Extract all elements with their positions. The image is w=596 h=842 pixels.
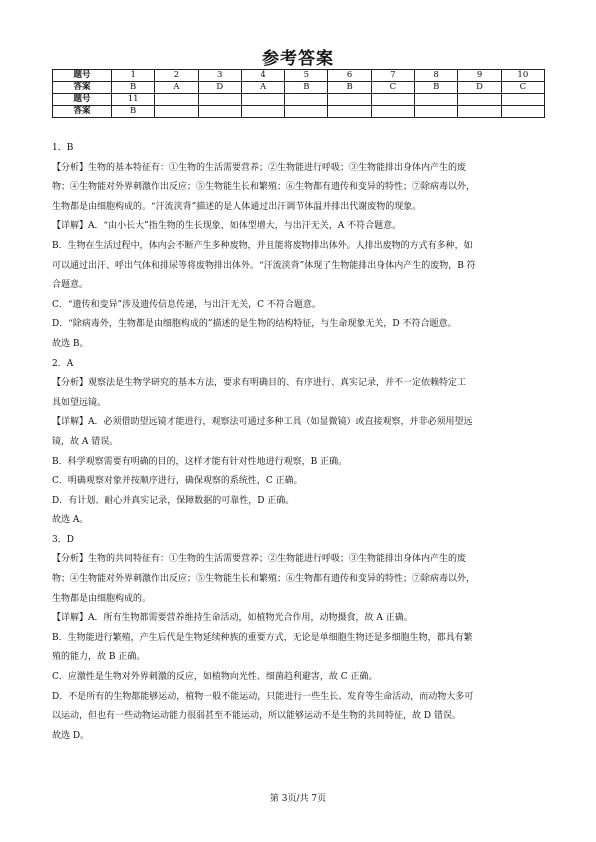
answer-table-cell bbox=[501, 106, 544, 118]
answer-table-row bbox=[53, 94, 545, 106]
text-line: 合题意。 bbox=[52, 280, 89, 291]
text-line: B．生物能进行繁殖，产生后代是生物延续种族的重要方式，无论是单细胞生物还是多细胞生物，都具有繁 bbox=[52, 632, 473, 643]
answer-table-cell: D bbox=[458, 82, 501, 94]
text-line: 故选 B。 bbox=[52, 338, 89, 349]
answer-table-cell bbox=[371, 94, 414, 106]
text-line: B．科学观察需要有明确的目的，这样才能有针对性地进行观察，B 正确。 bbox=[52, 456, 348, 467]
text-line: 殖的能力，故 B 正确。 bbox=[52, 652, 146, 663]
text-line: C．应激性是生物对外界刺激的反应，如植物向光性、细菌趋利避害，故 C 正确。 bbox=[52, 672, 378, 683]
answer-table-cell bbox=[155, 94, 198, 106]
answer-table-cell: 3 bbox=[198, 70, 241, 82]
answer-table bbox=[52, 69, 545, 118]
text-line: C．明确观察对象并按顺序进行，确保观察的系统性，C 正确。 bbox=[52, 476, 303, 487]
answer-table-header-cell: 题号 bbox=[53, 70, 112, 82]
page-title: 参考答案 bbox=[262, 49, 334, 69]
text-line: 物；④生物能对外界刺激作出反应；⑤生物能生长和繁殖；⑥生物都有遗传和变异的特性；⑦除病毒以外， bbox=[52, 574, 476, 585]
text-line: 镜，故 A 错误。 bbox=[52, 436, 119, 447]
answer-table-cell bbox=[415, 106, 458, 118]
answer-table-cell bbox=[371, 106, 414, 118]
answer-table-cell: 5 bbox=[285, 70, 328, 82]
text-line: 可以通过出汗、呼出气体和排尿等将废物排出体外。“汗流浃背”体现了生物能排出身体内产生的废物，B 符 bbox=[52, 260, 476, 271]
answer-table-cell: C bbox=[501, 82, 544, 94]
text-line: 【分析】生物的共同特征有：①生物的生活需要营养；②生物能进行呼吸；③生物能排出身体内产生的废 bbox=[52, 554, 467, 565]
text-line: D．不是所有的生物都能够运动，植物一般不能运动，只能进行一些生长、发育等生命活动，而动物大多可 bbox=[52, 691, 474, 702]
answer-table-cell bbox=[458, 94, 501, 106]
answer-table-cell: B bbox=[328, 82, 371, 94]
answer-table-cell bbox=[285, 94, 328, 106]
answer-table-cell: B bbox=[285, 82, 328, 94]
answer-table-cell: D bbox=[198, 82, 241, 94]
answer-table-header-cell: 答案 bbox=[53, 82, 112, 94]
answer-table-cell: 10 bbox=[501, 70, 544, 82]
text-line: 【分析】生物的基本特征有：①生物的生活需要营养；②生物能进行呼吸；③生物能排出身体内产生的废 bbox=[52, 162, 467, 173]
answer-table-cell bbox=[501, 94, 544, 106]
text-line: 【详解】A．“由小长大”指生物的生长现象，如体型增大，与出汗无关，A 不符合题意。 bbox=[52, 221, 402, 232]
text-line: 生物都是由细胞构成的。 bbox=[52, 593, 152, 604]
answer-table-row bbox=[53, 82, 545, 94]
answer-table-header-cell: 题号 bbox=[53, 94, 112, 106]
text-line: C．“遗传和变异”涉及遗传信息传递，与出汗无关，C 不符合题意。 bbox=[52, 299, 321, 310]
answer-table-cell bbox=[155, 106, 198, 118]
answer-table-cell bbox=[241, 94, 284, 106]
answer-table-cell: B bbox=[415, 82, 458, 94]
answer-table-cell: 9 bbox=[458, 70, 501, 82]
text-line: 物；④生物能对外界刺激作出反应；⑤生物能生长和繁殖；⑥生物都有遗传和变异的特性；⑦除病毒以外， bbox=[52, 182, 476, 193]
text-line: B．生物在生活过程中，体内会不断产生多种废物，并且能将废物排出体外。人排出废物的方式有多种，如 bbox=[52, 240, 473, 251]
answer-table-cell bbox=[198, 106, 241, 118]
text-line: 故选 D。 bbox=[52, 730, 90, 741]
answer-table-row bbox=[53, 70, 545, 82]
answer-table-cell: A bbox=[155, 82, 198, 94]
answer-table-cell bbox=[198, 94, 241, 106]
answer-table-cell: C bbox=[371, 82, 414, 94]
answer-table-cell: A bbox=[241, 82, 284, 94]
text-line: 以运动，但也有一些动物运动能力很弱甚至不能运动，所以能够运动不是生物的共同特征，故 D 错误。 bbox=[52, 711, 461, 722]
answer-table-cell: 1 bbox=[112, 70, 155, 82]
answer-table-cell bbox=[328, 94, 371, 106]
text-line: 故选 A。 bbox=[52, 515, 89, 526]
text-line: D．有计划、耐心并真实记录，保障数据的可靠性，D 正确。 bbox=[52, 495, 295, 506]
answer-table-cell bbox=[415, 94, 458, 106]
text-line: 具如望远镜。 bbox=[52, 397, 107, 408]
text-line: 2．A bbox=[52, 358, 74, 369]
page-footer: 第 3页/共 7页 bbox=[269, 794, 327, 804]
answer-table-cell: 8 bbox=[415, 70, 458, 82]
answer-table-cell bbox=[458, 106, 501, 118]
text-line: 3．D bbox=[52, 534, 74, 545]
answer-table-cell: 2 bbox=[155, 70, 198, 82]
answer-table-cell bbox=[241, 106, 284, 118]
answer-table-cell: B bbox=[112, 82, 155, 94]
text-line: 【分析】观察法是生物学研究的基本方法，要求有明确目的、有序进行、真实记录，并不一定依赖特定工 bbox=[52, 378, 467, 389]
text-line: 1．B bbox=[52, 143, 74, 153]
answer-table-cell: 11 bbox=[112, 94, 155, 106]
text-line: 【详解】A．所有生物都需要营养维持生命活动，如植物光合作用，动物摄食，故 A 正确。 bbox=[52, 613, 413, 624]
answer-explanations bbox=[52, 139, 546, 746]
answer-table-cell: 4 bbox=[241, 70, 284, 82]
answer-table-cell bbox=[328, 106, 371, 118]
answer-table-cell bbox=[285, 106, 328, 118]
answer-table-cell: B bbox=[112, 106, 155, 118]
text-line: 生物都是由细胞构成的。“汗流浃背”描述的是人体通过出汗调节体温并排出代谢废物的现象。 bbox=[52, 201, 422, 212]
answer-table-cell: 6 bbox=[328, 70, 371, 82]
answer-table-cell: 7 bbox=[371, 70, 414, 82]
text-line: 【详解】A．必须借助望远镜才能进行，观察法可通过多种工具（如显微镜）或直接观察，并非必须用望远 bbox=[52, 417, 473, 428]
text-line: D．“除病毒外，生物都是由细胞构成的”描述的是生物的结构特征，与生命现象无关，D 不符合题意。 bbox=[52, 319, 457, 330]
answer-table-header-cell: 答案 bbox=[53, 106, 112, 118]
answer-table-row bbox=[53, 106, 545, 118]
